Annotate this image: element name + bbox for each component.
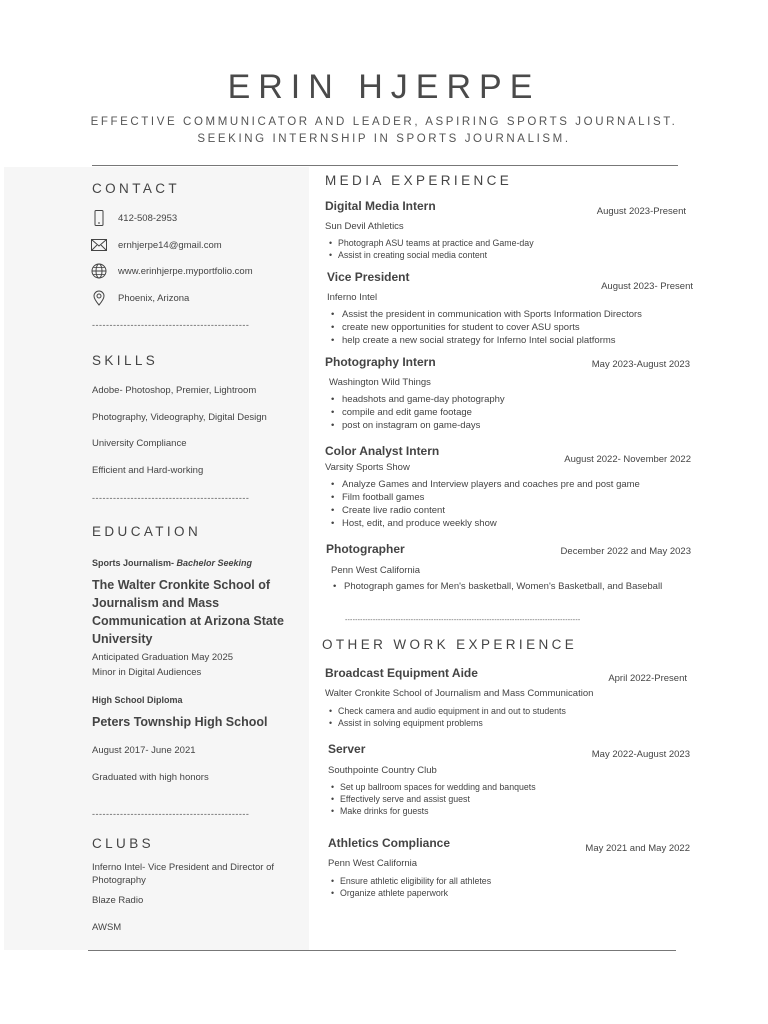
- job-bullet: • Effectively serve and assist guest: [329, 793, 536, 805]
- mail-icon: [91, 237, 107, 253]
- sidebar-divider: ---------------------------------------------: [92, 493, 250, 503]
- job-title: Athletics Compliance: [328, 836, 451, 850]
- job-bullet: • Host, edit, and produce weekly show: [329, 517, 640, 530]
- job-title: Vice President: [327, 270, 410, 284]
- location-pin-icon: [91, 290, 107, 306]
- job-bullet: • Assist in solving equipment problems: [327, 717, 566, 729]
- sidebar-divider: ---------------------------------------------: [92, 320, 250, 330]
- high-school-name: Peters Township High School: [92, 715, 268, 729]
- job-bullet: • headshots and game-day photography: [329, 393, 505, 406]
- job-title: Color Analyst Intern: [325, 444, 440, 458]
- high-school-dates: August 2017- June 2021: [92, 745, 196, 756]
- job-date: August 2023-Present: [596, 206, 686, 217]
- phone-icon: [91, 210, 107, 226]
- job-bullet: • Check camera and audio equipment in and out to students: [327, 705, 566, 717]
- contact-email-text: ernhjerpe14@gmail.com: [118, 239, 222, 251]
- resume-tagline: EFFECTIVE COMMUNICATOR AND LEADER, ASPIRING SPORTS JOURNALIST. SEEKING INTERNSHIP IN SPORTS JOURNALISM.: [90, 116, 678, 145]
- other-experience-heading: OTHER WORK EXPERIENCE: [322, 637, 578, 652]
- sidebar-divider: ---------------------------------------------: [92, 809, 250, 819]
- degree-name: Sports Journalism-: [92, 558, 177, 568]
- job-date: December 2022 and May 2023: [560, 546, 691, 557]
- job-bullet: • Photograph games for Men's basketball, Women's Basketball, and Baseball: [331, 580, 662, 593]
- job-bullet: • Set up ballroom spaces for wedding and banquets: [329, 781, 536, 793]
- graduation-date: Anticipated Graduation May 2025: [92, 652, 234, 663]
- job-org: Penn West California: [328, 858, 418, 869]
- skill-item: University Compliance: [92, 438, 187, 449]
- job-org: Sun Devil Athletics: [325, 221, 404, 232]
- job-org: Washington Wild Things: [329, 377, 431, 388]
- contact-phone-text: 412-508-2953: [118, 212, 178, 224]
- contact-phone: [91, 210, 177, 226]
- job-title: Digital Media Intern: [325, 199, 436, 213]
- job-date: August 2023- Present: [601, 281, 693, 292]
- honors: Graduated with high honors: [92, 772, 209, 783]
- job-title: Broadcast Equipment Aide: [325, 666, 478, 680]
- section-divider: ---------------------------------------------------------------------------------------------: [345, 617, 581, 624]
- club-item: AWSM: [92, 922, 122, 933]
- contact-website: [91, 263, 253, 279]
- top-divider: [92, 165, 678, 166]
- clubs-heading: CLUBS: [92, 836, 155, 851]
- skill-item: Photography, Videography, Digital Design: [92, 412, 267, 423]
- diploma-label: High School Diploma: [92, 695, 183, 705]
- job-bullet: • Ensure athletic eligibility for all athletes: [329, 875, 491, 887]
- job-bullet: • Photograph ASU teams at practice and Game-day: [327, 237, 534, 249]
- contact-heading: CONTACT: [92, 181, 181, 196]
- job-date: May 2022-August 2023: [591, 749, 690, 760]
- job-bullet: • compile and edit game footage: [329, 406, 505, 419]
- job-bullet: • help create a new social strategy for Inferno Intel social platforms: [329, 334, 642, 347]
- contact-location: [91, 290, 189, 306]
- resume-name: ERIN HJERPE: [227, 68, 541, 106]
- job-org: Penn West California: [331, 565, 421, 576]
- degree-line: [92, 556, 252, 570]
- contact-location-text: Phoenix, Arizona: [118, 292, 190, 304]
- media-experience-heading: MEDIA EXPERIENCE: [325, 173, 513, 188]
- contact-email: [91, 237, 222, 253]
- university-name: The Walter Cronkite School of Journalism and Mass Communication at Arizona State University: [92, 578, 284, 646]
- job-bullet: • post on instagram on game-days: [329, 419, 505, 432]
- job-bullets: [331, 580, 662, 593]
- job-bullet: • Assist the president in communication with Sports Information Directors: [329, 308, 642, 321]
- job-bullets: [329, 781, 536, 817]
- skill-item: Efficient and Hard-working: [92, 465, 204, 476]
- job-date: May 2023-August 2023: [591, 359, 690, 370]
- job-date: April 2022-Present: [608, 673, 687, 684]
- job-bullets: [327, 705, 566, 729]
- skill-item: Adobe- Photoshop, Premier, Lightroom: [92, 385, 257, 396]
- job-date: August 2022- November 2022: [564, 454, 691, 465]
- job-title: Photographer: [326, 542, 405, 556]
- job-bullets: [327, 237, 534, 261]
- job-bullet: • Film football games: [329, 491, 640, 504]
- job-bullet: • Create live radio content: [329, 504, 640, 517]
- job-bullets: [329, 875, 491, 899]
- job-bullets: [329, 308, 642, 347]
- job-title: Photography Intern: [325, 355, 436, 369]
- club-item: Inferno Intel- Vice President and Director of Photography: [92, 862, 275, 886]
- contact-website-text: www.erinhjerpe.myportfolio.com: [118, 265, 253, 277]
- job-bullet: • Organize athlete paperwork: [329, 887, 491, 899]
- minor: Minor in Digital Audiences: [92, 667, 202, 678]
- job-date: May 2021 and May 2022: [585, 843, 690, 854]
- job-bullet: • Make drinks for guests: [329, 805, 536, 817]
- job-bullets: [329, 478, 640, 530]
- job-org: Inferno Intel: [327, 292, 378, 303]
- degree-status: Bachelor Seeking: [176, 558, 253, 568]
- club-item: Blaze Radio: [92, 895, 144, 906]
- job-bullet: • Assist in creating social media content: [327, 249, 534, 261]
- globe-icon: [91, 263, 107, 279]
- bottom-divider: [88, 950, 676, 951]
- skills-heading: SKILLS: [92, 353, 159, 368]
- job-org: Southpointe Country Club: [328, 765, 437, 776]
- job-org: Varsity Sports Show: [325, 462, 410, 473]
- job-bullet: • Analyze Games and Interview players and coaches pre and post game: [329, 478, 640, 491]
- job-title: Server: [328, 742, 366, 756]
- education-heading: EDUCATION: [92, 524, 202, 539]
- job-bullets: [329, 393, 505, 432]
- job-bullet: • create new opportunities for student to cover ASU sports: [329, 321, 642, 334]
- job-org: Walter Cronkite School of Journalism and Mass Communication: [325, 688, 594, 699]
